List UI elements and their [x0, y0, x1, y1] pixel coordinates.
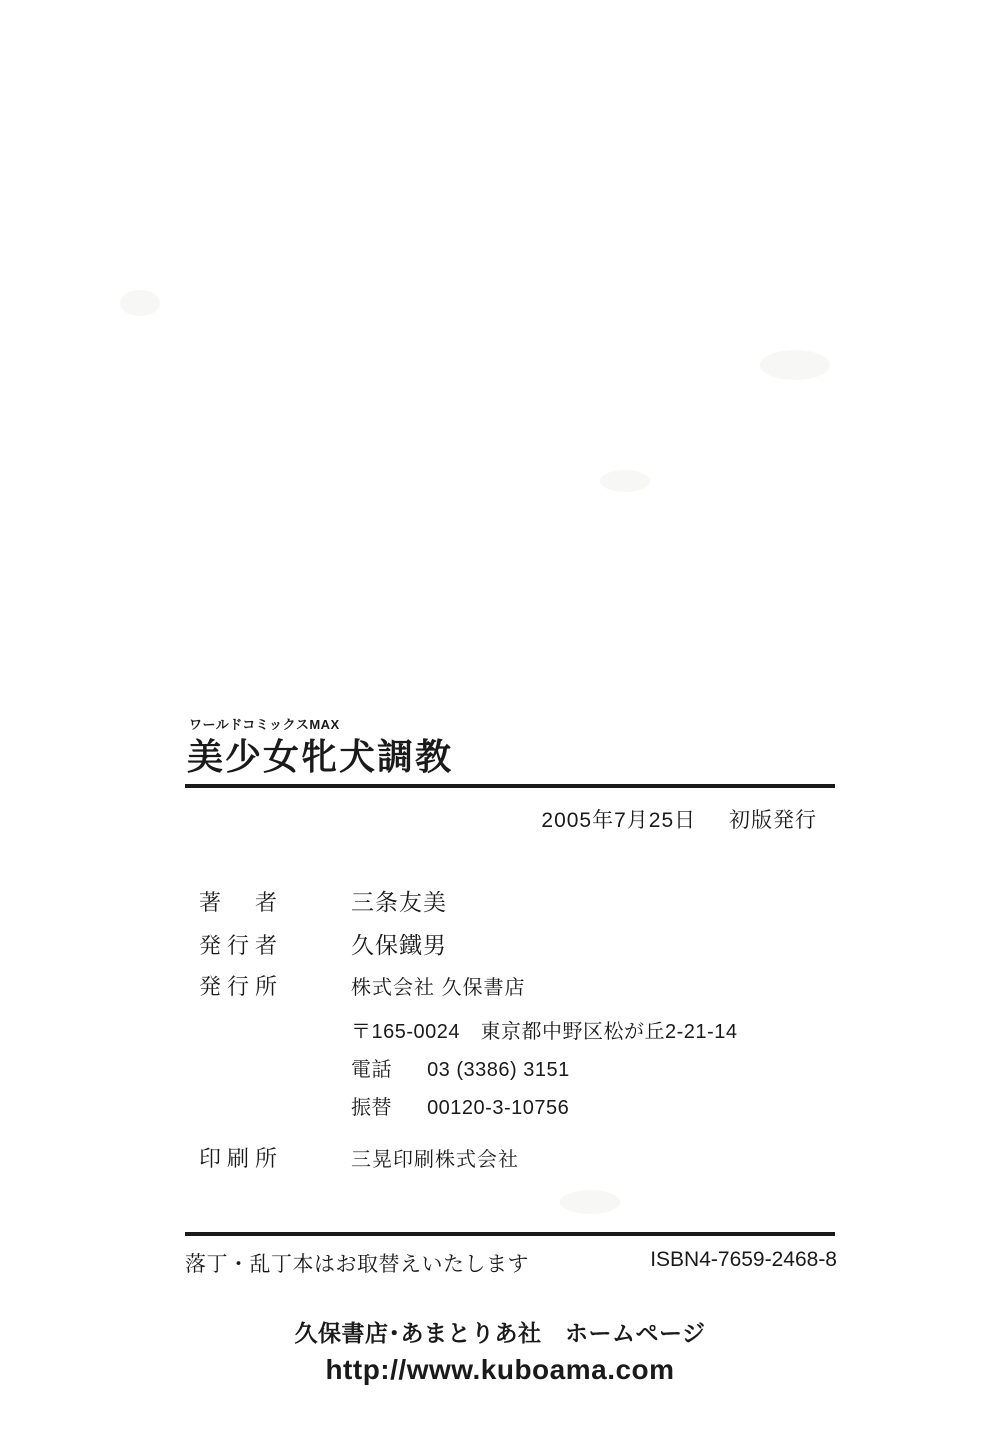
series-label: ワールドコミックスMAX [189, 717, 340, 732]
printer-row [199, 1142, 835, 1173]
furikae-number: 00120-3-10756 [427, 1096, 570, 1119]
printer-value: 三晃印刷株式会社 [351, 1148, 519, 1171]
address-line [351, 1015, 835, 1044]
homepage-url[interactable]: http://www.kuboama.com [325, 1354, 675, 1385]
credit-value: 久保鐵男 [351, 931, 447, 958]
publication-date: 2005年7月25日 [541, 808, 697, 832]
publisher-address-block [351, 1015, 835, 1120]
footer-divider [185, 1232, 835, 1236]
footer-note [185, 1248, 837, 1278]
credit-label: 発行者 [199, 932, 284, 958]
publication-date-row [185, 804, 835, 834]
furikae-line [351, 1091, 835, 1120]
paper-blotch [600, 470, 650, 492]
paper-blotch [120, 290, 160, 316]
replacement-note: 落丁・乱丁本はお取替えいたします [185, 1253, 529, 1276]
page-title: 美少女牝犬調教 [187, 736, 454, 778]
paper-blotch [560, 1190, 620, 1214]
edition-label: 初版発行 [729, 808, 817, 832]
phone-line [351, 1053, 835, 1082]
printer-label: 印刷所 [199, 1145, 284, 1171]
credit-row [199, 970, 835, 1001]
credit-row [199, 884, 835, 917]
title-divider [185, 784, 835, 788]
credit-label: 著 者 [199, 889, 284, 915]
colophon-block [185, 718, 835, 1183]
furikae-label: 振替 [351, 1096, 392, 1119]
paper-blotch [760, 350, 830, 380]
credit-value: 株式会社 久保書店 [351, 976, 526, 999]
address-text: 〒165-0024 東京都中野区松が丘2-21-14 [351, 1020, 738, 1043]
credit-label: 発行所 [199, 973, 284, 999]
homepage-label: 久保書店･あまとりあ社 ホームページ [294, 1320, 706, 1346]
isbn: ISBN4-7659-2468-8 [650, 1248, 837, 1271]
credit-value: 三条友美 [351, 888, 447, 915]
phone-label: 電話 [351, 1058, 392, 1081]
credit-row [199, 927, 835, 960]
homepage-block [0, 1315, 1000, 1386]
phone-number: 03 (3386) 3151 [427, 1058, 570, 1081]
credits-table [199, 884, 835, 1173]
